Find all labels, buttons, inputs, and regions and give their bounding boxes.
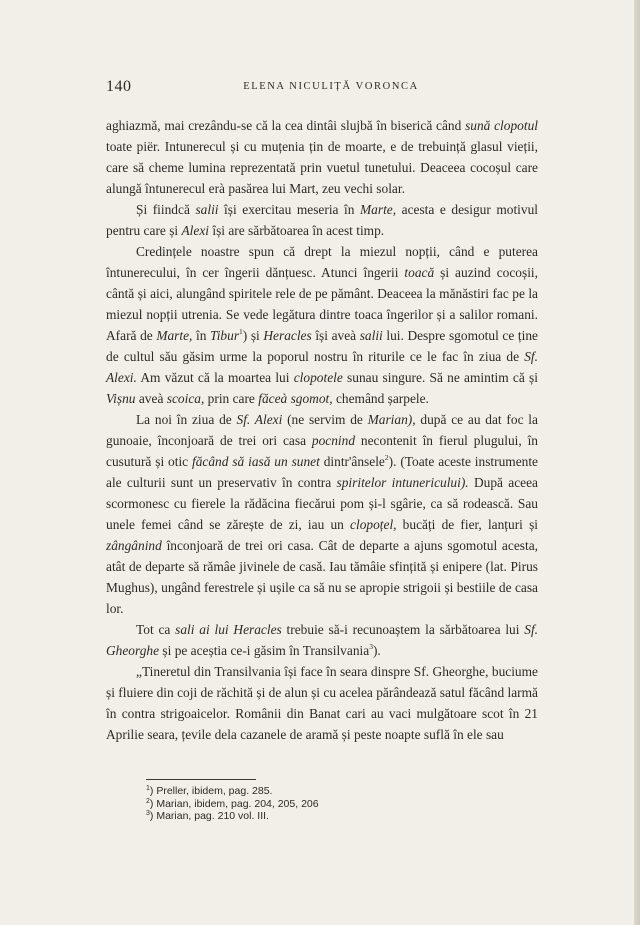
footnote-1: $^1$) Preller, ibidem, pag. 285. [146,785,273,797]
footnote-ref-1: 1 [239,327,243,336]
footnotes [146,785,446,823]
footnote-ref-2: 2 [384,453,389,462]
page-header [106,78,538,100]
footnote-3: $^3$) Marian, pag. 210 vol. III. [146,810,269,822]
paragraph-6: „Tineretul din Transilvania își face în seara dinspre Sf. Gheorghe, buciume și fluiere din coji de răchită și de alun și cu acelea părândează satul făcând larmă în contra strigoaicelor. Românii din Banat cari au vaci mulgătoare scot în 21 Aprilie seara, țevile dela cazanele de aramă și peste noapte suflă în ele sau [106,664,538,742]
paragraph-1: aghiazmă, mai crezându-se că la cea dintâi slujbă în biserică când sună clopotul toate piër. Intunerecul și cu muțenia țin de moarte, e de trebuință glasul vieții, care să cheme lumina reprezentată prin vuetul tunetului. Deaceea cocoșul care alungă întunerecul erà pasărea lui Mart, zeu vechi solar. [106,118,538,196]
page-number: 140 [106,78,132,95]
paragraph-3: Credințele noastre spun că drept la miezul nopții, când e puterea întunerecului, în cer îngerii dănțuesc. Atunci îngerii toacă și auzind cocoșii, cântă și aici, alungând spiritele rele de pe pământ. Deaceea la mănăstiri fac pe la miezul nopții utrenia. Se vede legătura dintre toaca îngerilor și a salilor romani. Afară de Marte, în Tibur$^1$) și Heracles își aveà salii lui. Despre sgomotul ce ține de cultul său găsim urme la poporul nostru în riturile ce le fac în ziua de Sf. Alexi. Am văzut că la moartea lui clopotele sunau singure. Să ne amintim că și Vișnu aveà scoica, prin care făceà sgomot, chemând șarpele. [106,244,539,406]
footnote-2: $^2$) Marian, ibidem, pag. 204, 205, 206 [146,797,319,810]
paragraph-4: La noi în ziua de Sf. Alexi (ne servim de Marian), după ce au dat foc la gunoaie, înconjoară de trei ori casa pocnind necontenit în fierul plugului, în cusutură și otic făcând să iasă un sunet dintr'ânsele$^2$). (Toate aceste instrumente ale culturii sunt un preservativ în contra spiritelor intunericului). După aceea scormonesc cu fierele la rădăcina fiecărui pom și-l sgârie, ca să rodească. Sau unele femei când se zărește de zi, iau un clopoțel, bucăți de fier, lanțuri și zângânind înconjoară de trei ori casa. Cât de departe a ajuns sgomotul acesta, atât de departe să rămâe jivinele de casă. Iau tămâie sfințită și enipere (lat. Pirus Mughus), ungând ferestrele și ușile ca să nu se apropie strigoii și bestiile de casa lor. [106,412,539,616]
paragraph-5: Tot ca sali ai lui Heracles trebuie să-i recunoaștem la sărbătoarea lui Sf. Gheorghe și pe aceștia ce-i găsim în Transilvania$^3$). [106,622,539,658]
footnote-ref-3: 3 [369,642,373,651]
body-text [106,115,538,745]
running-head: ELENA NICULIȚĂ VORONCA [243,81,419,92]
page-edge [634,0,640,925]
footnote-rule [146,779,256,780]
paragraph-2: Și fiindcă salii își exercitau meseria în Marte, acesta e desigur motivul pentru care și Alexi își are sărbătoarea în acest timp. [106,202,538,238]
